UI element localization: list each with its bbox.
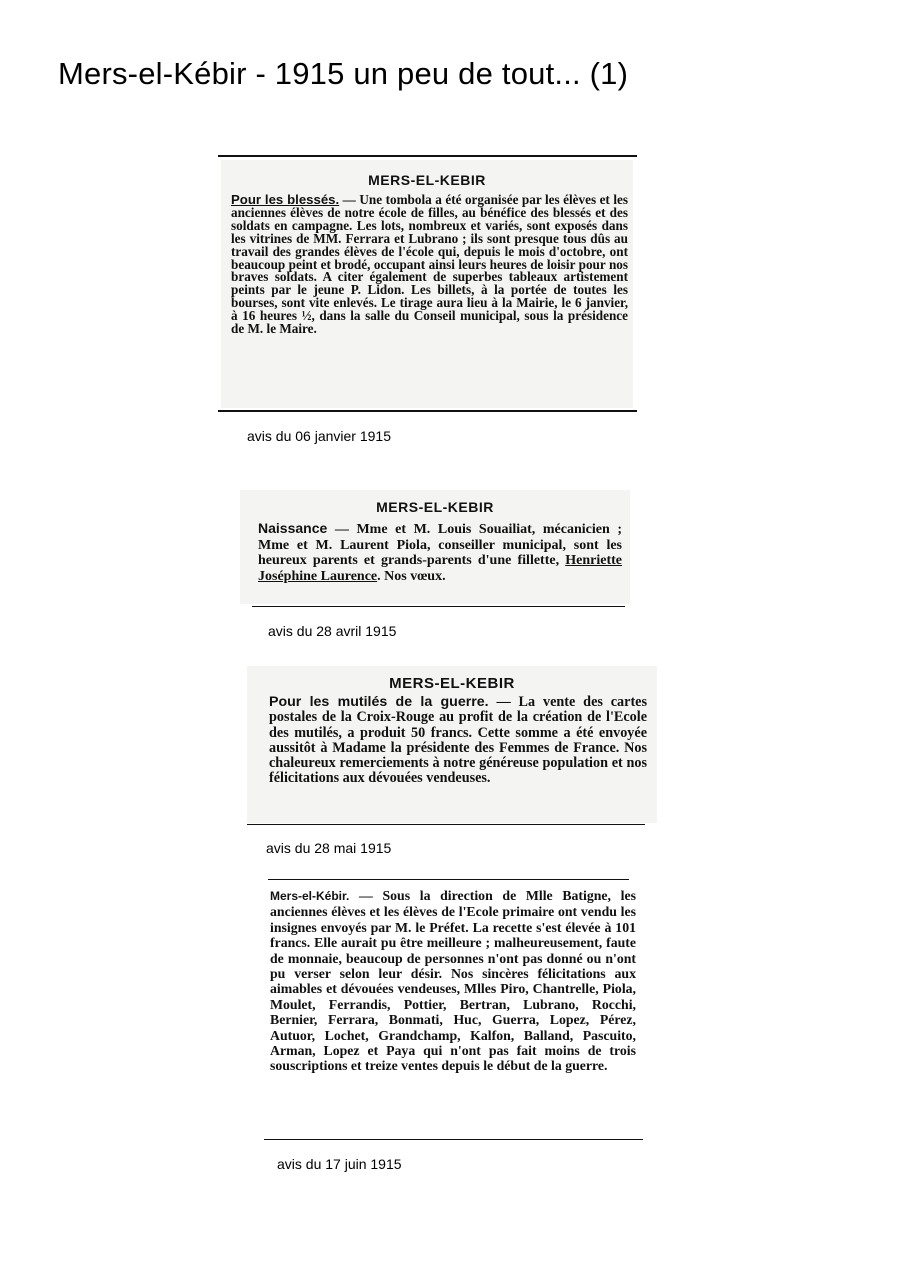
clipping-1 <box>221 160 633 408</box>
clipping-2-lead: Naissance <box>258 520 328 536</box>
clipping-1-top-rule <box>218 155 637 157</box>
clipping-2-bottom-rule <box>252 606 625 607</box>
clipping-4-caption: avis du 17 juin 1915 <box>277 1156 402 1172</box>
page-title: Mers-el-Kébir - 1915 un peu de tout... (1) <box>58 56 629 91</box>
clipping-4 <box>264 882 642 1134</box>
clipping-2 <box>240 490 630 604</box>
clipping-2-caption: avis du 28 avril 1915 <box>268 623 397 639</box>
clipping-4-body: — Sous la direction de Mlle Batigne, les anciennes élèves et les élèves de l'Ecole primaire ont vendu les insignes envoyés par M. le Préfet. La recette s'est élevée à 101 francs. Elle aurait pu être meilleure ; malheureusement, faute de monnaie, beaucoup de personnes n'ont pas donné ou n'ont pu verser selon leur désir. Nos sincères félicitations aux aimables et dévouées vendeuses, Mlles Piro, Chantrelle, Piola, Moulet, Ferrandis, Pottier, Bertran, Lubrano, Rocchi, Bernier, Ferrara, Bonmati, Huc, Guerra, Lopez, Pérez, Autuor, Lochet, Grandchamp, Kalfon, Balland, Pascuito, Arman, Lopez et Paya qui n'ont pas fait moins de trois souscriptions et treize ventes depuis le début de la guerre. <box>270 888 636 1074</box>
clipping-3-bottom-rule <box>247 824 645 825</box>
clipping-3-text <box>247 695 657 787</box>
clipping-4-bottom-rule <box>264 1139 643 1140</box>
clipping-3-heading: MERS-EL-KEBIR <box>389 675 515 692</box>
clipping-3-body: — La vente des cartes postales de la Croix-Rouge au profit de la création de l'Ecole des mutilés, a produit 50 francs. Cette somme a été envoyée aussitôt à Madame la présidente des Femmes de France. Nos chaleureux remerciements à notre généreuse population et nos félicitations aux dévouées vendeuses. <box>269 694 647 787</box>
clipping-2-heading: MERS-EL-KEBIR <box>376 499 494 515</box>
clipping-4-text <box>264 882 642 1074</box>
clipping-4-top-rule <box>268 879 629 880</box>
clipping-2-name: Henriette Joséphine Laurence <box>258 553 622 584</box>
clipping-2-text <box>240 521 630 584</box>
clipping-3-lead: Pour les mutilés de la guerre. <box>269 694 489 710</box>
clipping-1-text <box>221 194 633 336</box>
clipping-2-body-after: . Nos vœux. <box>377 568 446 584</box>
clipping-1-body: — Une tombola a été organisée par les élèves et les anciennes élèves de notre école de filles, au bénéfice des blessés et des soldats en campagne. Les lots, nombreux et variés, sont exposés dans les vitrines de MM. Ferrara et Lubrano ; ils sont presque tous dûs au travail des grandes élèves de l'école qui, depuis le mois d'octobre, ont beaucoup peint et brodé, occupant ainsi leurs heures de loisir pour nos braves soldats. A citer également de superbes tableaux artistement peints par le jeune P. Lidon. Les billets, à la portée de toutes les bourses, sont vite enlevés. Le tirage aura lieu à la Mairie, le 6 janvier, à 16 heures ½, dans la salle du Conseil municipal, sous la présidence de M. le Maire. <box>231 192 628 337</box>
clipping-4-lead: Mers-el-Kébir. <box>270 889 350 903</box>
clipping-1-lead: Pour les blessés. <box>231 192 340 207</box>
clipping-1-bottom-rule <box>218 410 637 412</box>
clipping-1-heading: MERS-EL-KEBIR <box>368 172 486 188</box>
clipping-3-caption: avis du 28 mai 1915 <box>266 840 392 856</box>
clipping-3 <box>247 666 657 823</box>
clipping-2-body-before: — Mme et M. Louis Souailiat, mécanicien ; Mme et M. Laurent Piola, conseiller municipal, sont les heureux parents et grands-parents d'une fillette, <box>258 522 622 568</box>
clipping-1-caption: avis du 06 janvier 1915 <box>247 428 391 444</box>
